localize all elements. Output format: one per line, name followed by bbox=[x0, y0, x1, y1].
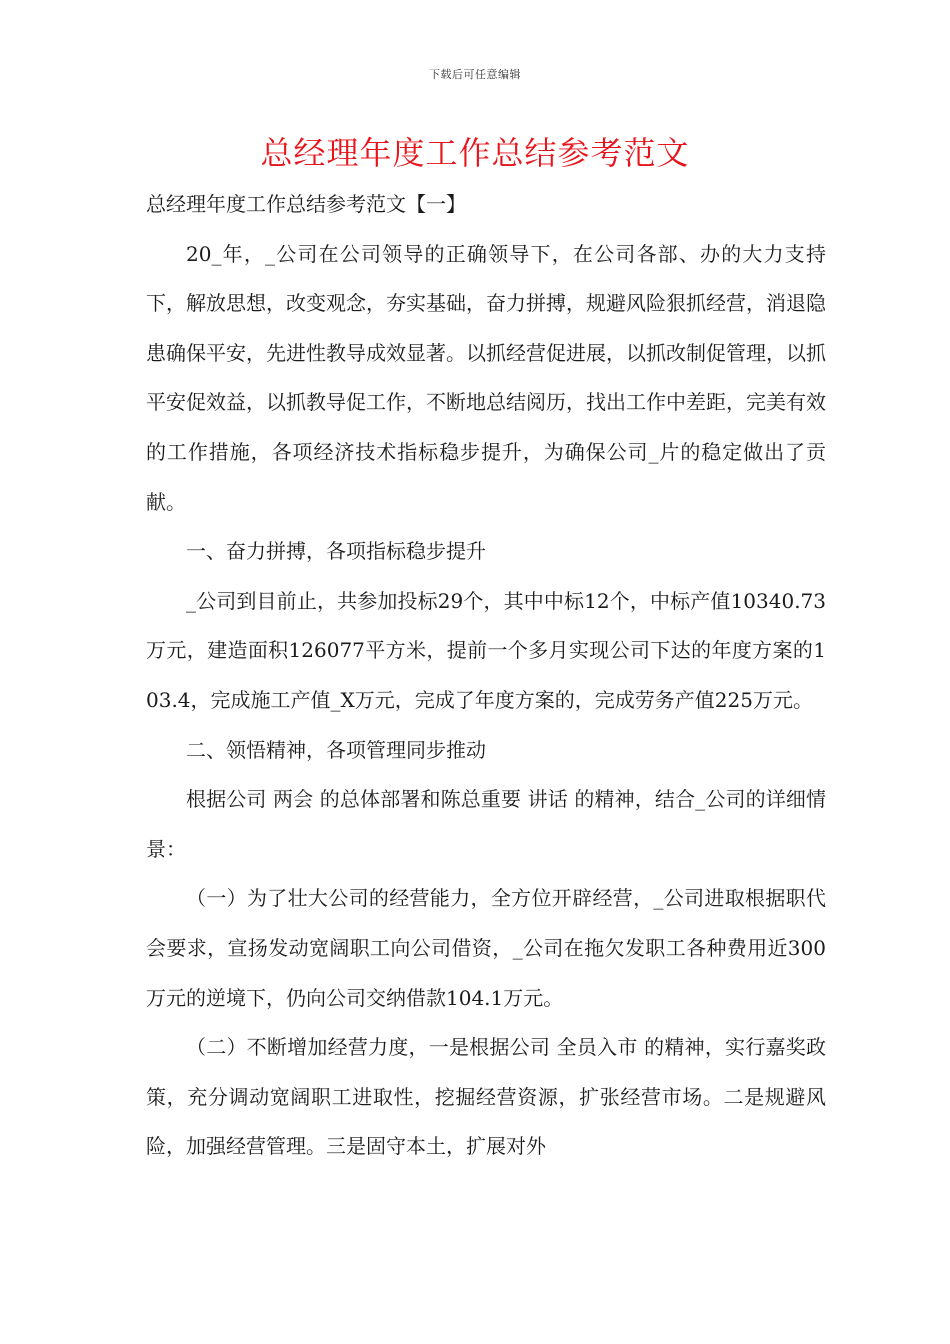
header-note: 下载后可任意编辑 bbox=[429, 68, 521, 81]
paragraph: 20_年，_公司在公司领导的正确领导下，在公司各部、办的大力支持下，解放思想，改变观念，夯实基础，奋力拼搏，规避风险狠抓经营，消退隐患确保平安，先进性教导成效显著。以抓经营促进展，以抓改制促管理，以抓平安促效益，以抓教导促工作，不断地总结阅历，找出工作中差距，完美有效的工作措施，各项经济技术指标稳步提升，为确保公司_片的稳定做出了贡献。 bbox=[146, 241, 826, 514]
section-heading: 一、奋力拼搏，各项指标稳步提升 bbox=[186, 539, 486, 564]
document-subtitle: 总经理年度工作总结参考范文【一】 bbox=[146, 192, 466, 216]
section-heading: 二、领悟精神，各项管理同步推动 bbox=[186, 737, 486, 762]
paragraph: （二）不断增加经营力度，一是根据公司 全员入市 的精神，实行嘉奖政策，充分调动宽阔职工进取性，挖掘经营资源，扩张经营市场。二是规避风险，加强经营管理。三是固守本土，扩展对外 bbox=[146, 1035, 826, 1159]
paragraph: （一）为了壮大公司的经营能力，全方位开辟经营，_公司进取根据职代会要求，宣扬发动宽阔职工向公司借资，_公司在拖欠发职工各种费用近300万元的逆境下，仍向公司交纳借款104.1万元。 bbox=[146, 886, 826, 1010]
document-title: 总经理年度工作总结参考范文 bbox=[260, 134, 690, 172]
document-body bbox=[146, 180, 826, 1172]
paragraph: 根据公司 两会 的总体部署和陈总重要 讲话 的精神，结合_公司的详细情景： bbox=[146, 787, 826, 861]
paragraph: _公司到目前止，共参加投标29个，其中中标12个，中标产值10340.73万元，建造面积126077平方米，提前一个多月实现公司下达的年度方案的103.4，完成施工产值_X万元，完成了年度方案的，完成劳务产值225万元。 bbox=[146, 588, 826, 712]
